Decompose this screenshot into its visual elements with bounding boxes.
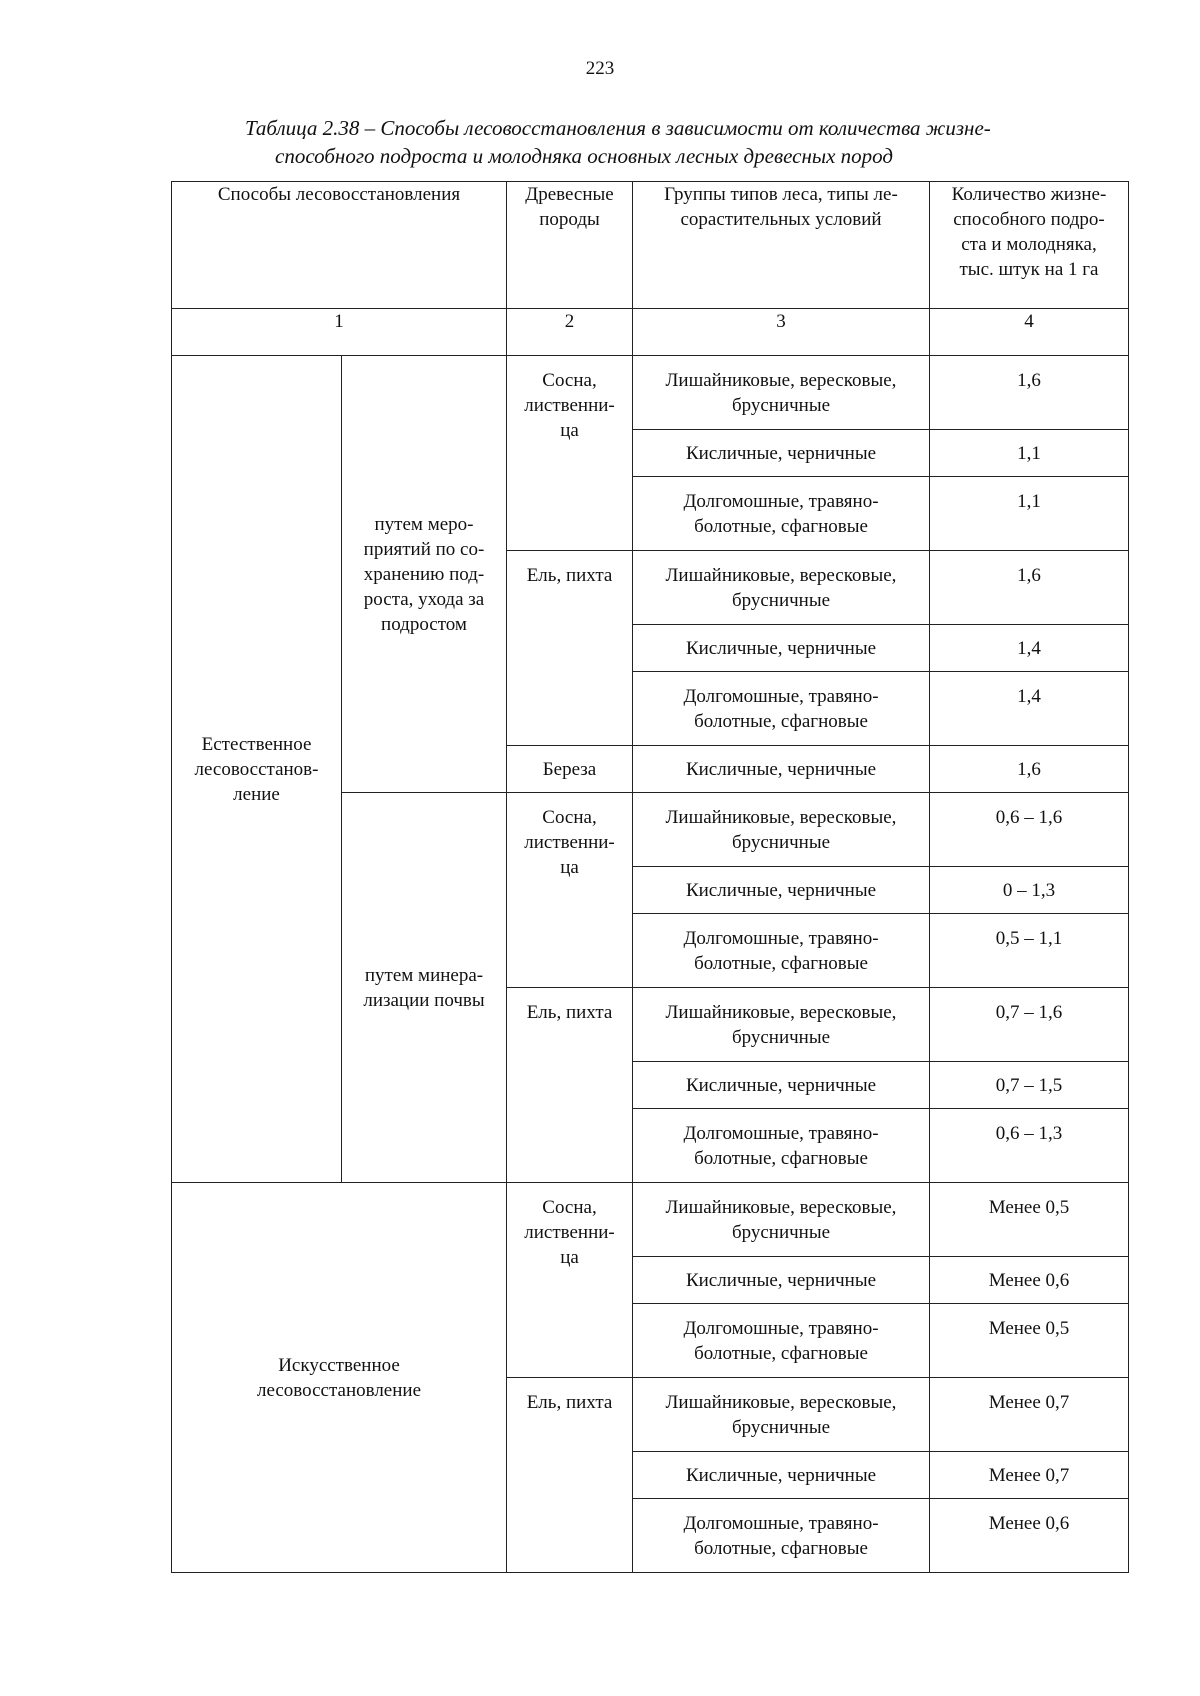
quantity-cell: 0,6 – 1,6: [930, 793, 1129, 867]
forest-type-cell: Долгомошные, травяно- болотные, сфагновые: [633, 914, 930, 988]
forest-type-cell: Долгомошные, травяно- болотные, сфагновые: [633, 672, 930, 746]
forest-type-cell: Кисличные, черничные: [633, 867, 930, 914]
forest-type-cell: Кисличные, черничные: [633, 1062, 930, 1109]
quantity-cell: Менее 0,5: [930, 1304, 1129, 1378]
quantity-cell: Менее 0,6: [930, 1257, 1129, 1304]
forest-type-cell: Кисличные, черничные: [633, 1452, 930, 1499]
table-row: [172, 356, 1129, 430]
forest-type-cell: Лишайниковые, вересковые, брусничные: [633, 793, 930, 867]
forest-type-cell: Лишайниковые, вересковые, брусничные: [633, 988, 930, 1062]
method-natural: Естественное лесовосстанов- ление: [172, 356, 342, 1183]
species-spruce-fir: Ель, пихта: [507, 551, 633, 746]
header-quantity: Количество жизне- способного подро- ста и молодняка, тыс. штук на 1 га: [930, 182, 1129, 309]
method-artificial: Искусственное лесовосстановление: [172, 1183, 507, 1573]
table-header-row: [172, 182, 1129, 309]
forest-type-cell: Долгомошные, травяно- болотные, сфагновые: [633, 1499, 930, 1573]
species-spruce-fir: Ель, пихта: [507, 1378, 633, 1573]
forest-type-cell: Лишайниковые, вересковые, брусничные: [633, 1183, 930, 1257]
species-pine-larch: Сосна, лиственни- ца: [507, 356, 633, 551]
column-number: 2: [507, 309, 633, 356]
quantity-cell: 1,6: [930, 356, 1129, 430]
quantity-cell: 1,4: [930, 625, 1129, 672]
forest-type-cell: Кисличные, черничные: [633, 430, 930, 477]
quantity-cell: Менее 0,6: [930, 1499, 1129, 1573]
quantity-cell: 0,5 – 1,1: [930, 914, 1129, 988]
forest-type-cell: Долгомошные, травяно- болотные, сфагновые: [633, 1304, 930, 1378]
page-number: 223: [585, 58, 615, 79]
quantity-cell: 1,6: [930, 746, 1129, 793]
caption-line-1: Таблица 2.38 – Способы лесовосстановления в зависимости от количества жизне-: [245, 116, 991, 140]
column-number-row: [172, 309, 1129, 356]
quantity-cell: 0,6 – 1,3: [930, 1109, 1129, 1183]
forest-type-cell: Лишайниковые, вересковые, брусничные: [633, 356, 930, 430]
quantity-cell: Менее 0,7: [930, 1452, 1129, 1499]
quantity-cell: 1,1: [930, 477, 1129, 551]
table-caption: [245, 114, 1125, 170]
column-number: 3: [633, 309, 930, 356]
header-forest-types: Группы типов леса, типы ле- сорастительных условий: [633, 182, 930, 309]
reforestation-table: [171, 181, 1129, 1573]
quantity-cell: Менее 0,5: [930, 1183, 1129, 1257]
header-species: Древесные породы: [507, 182, 633, 309]
caption-line-2: способного подроста и молодняка основных лесных древесных пород: [275, 144, 894, 168]
header-methods: Способы лесовосстановления: [172, 182, 507, 309]
method-natural-mineralization: путем минера- лизации почвы: [342, 793, 507, 1183]
forest-type-cell: Долгомошные, травяно- болотные, сфагновые: [633, 477, 930, 551]
quantity-cell: 1,6: [930, 551, 1129, 625]
quantity-cell: 1,1: [930, 430, 1129, 477]
species-pine-larch: Сосна, лиственни- ца: [507, 793, 633, 988]
column-number: 1: [172, 309, 507, 356]
forest-type-cell: Кисличные, черничные: [633, 1257, 930, 1304]
table-row: [172, 1183, 1129, 1257]
quantity-cell: 0,7 – 1,5: [930, 1062, 1129, 1109]
column-number: 4: [930, 309, 1129, 356]
species-pine-larch: Сосна, лиственни- ца: [507, 1183, 633, 1378]
forest-type-cell: Кисличные, черничные: [633, 625, 930, 672]
species-spruce-fir: Ель, пихта: [507, 988, 633, 1183]
forest-type-cell: Лишайниковые, вересковые, брусничные: [633, 551, 930, 625]
quantity-cell: 1,4: [930, 672, 1129, 746]
quantity-cell: 0 – 1,3: [930, 867, 1129, 914]
quantity-cell: 0,7 – 1,6: [930, 988, 1129, 1062]
forest-type-cell: Долгомошные, травяно- болотные, сфагновые: [633, 1109, 930, 1183]
method-natural-preservation: путем меро- приятий по со- хранению под- роста, ухода за подростом: [342, 356, 507, 793]
forest-type-cell: Лишайниковые, вересковые, брусничные: [633, 1378, 930, 1452]
species-birch: Береза: [507, 746, 633, 793]
forest-type-cell: Кисличные, черничные: [633, 746, 930, 793]
quantity-cell: Менее 0,7: [930, 1378, 1129, 1452]
